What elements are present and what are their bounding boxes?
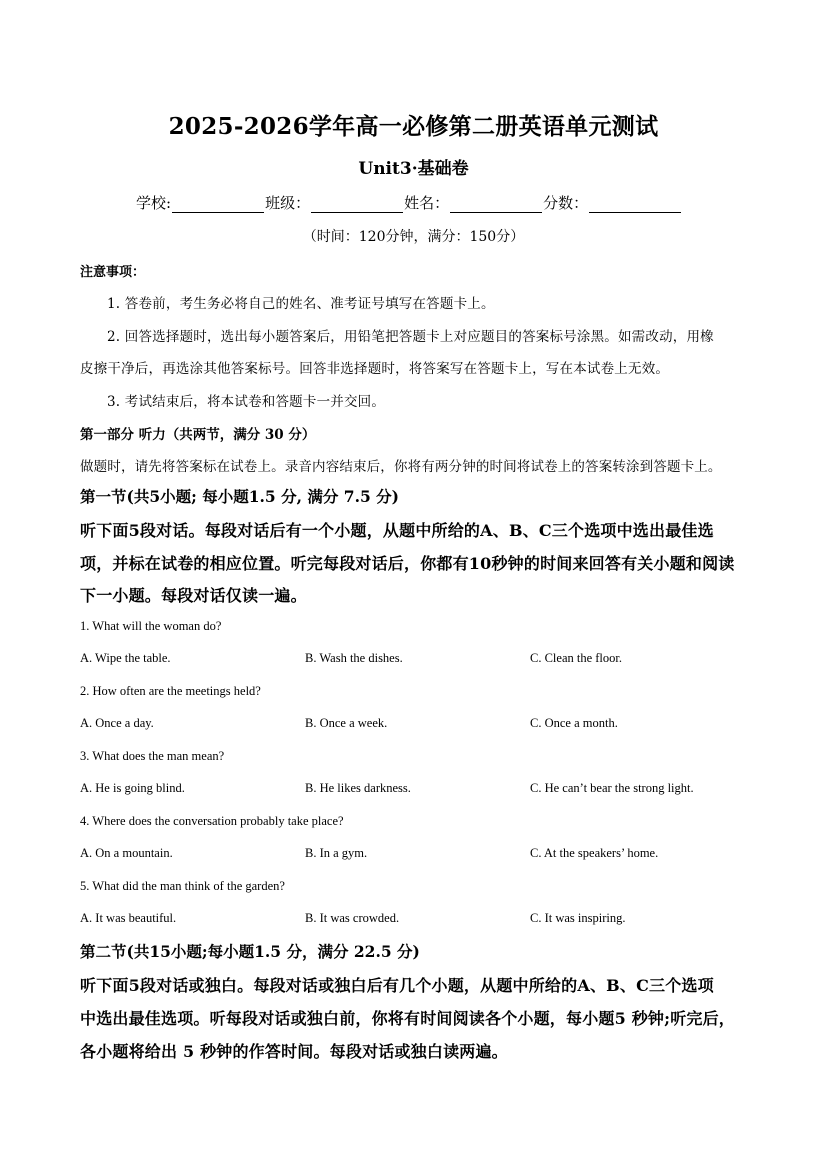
class-label: 班级：	[265, 194, 311, 212]
option-a[interactable]: A. On a mountain.	[80, 846, 173, 860]
option-c[interactable]: C. At the speakers’ home.	[530, 846, 659, 860]
option-a[interactable]: A. Once a day.	[80, 716, 154, 730]
option-c[interactable]: C. He can’t bear the strong light.	[530, 781, 694, 795]
option-a[interactable]: A. It was beautiful.	[80, 911, 177, 925]
option-b[interactable]: B. Wash the dishes.	[305, 651, 403, 665]
note-item: 2. 回答选择题时，选出每小题答案后，用铅笔把答题卡上对应题目的答案标号涂黑。如需改动，用橡	[107, 329, 714, 345]
option-b[interactable]: B. Once a week.	[305, 716, 388, 730]
option-c[interactable]: C. It was inspiring.	[530, 911, 626, 925]
question-stem: 5. What did the man think of the garden?	[80, 879, 285, 893]
note-item: 1. 答卷前，考生务必将自己的姓名、准考证号填写在答题卡上。	[107, 296, 495, 312]
student-info-line	[136, 192, 682, 213]
exam-title: 2025-2026学年高一必修第二册英语单元测试	[168, 113, 659, 140]
section2-directions-line: 各小题将给出 5 秒钟的作答时间。每段对话或独白读两遍。	[80, 1042, 508, 1061]
class-blank[interactable]	[311, 196, 403, 213]
section1-directions-line: 下一小题。每段对话仅读一遍。	[80, 586, 307, 605]
option-b[interactable]: B. In a gym.	[305, 846, 368, 860]
school-blank[interactable]	[172, 196, 264, 213]
option-a[interactable]: A. He is going blind.	[80, 781, 185, 795]
option-c[interactable]: C. Once a month.	[530, 716, 618, 730]
section2-directions-line: 中选出最佳选项。听每段对话或独白前，你将有时间阅读各个小题，每小题5 秒钟;听完后，	[80, 1009, 736, 1028]
section1-directions-line: 听下面5段对话。每段对话后有一个小题，从题中所给的A、B、C三个选项中选出最佳选	[80, 521, 714, 540]
question-stem: 2. How often are the meetings held?	[80, 684, 261, 698]
question-stem: 1. What will the woman do?	[80, 619, 222, 633]
time-info: （时间：120分钟，满分：150分）	[302, 229, 525, 245]
notes-heading: 注意事项：	[80, 265, 146, 280]
section1-heading: 第一节(共5小题; 每小题1.5 分, 满分 7.5 分)	[80, 487, 399, 506]
name-label: 姓名：	[404, 194, 450, 212]
option-b[interactable]: B. He likes darkness.	[305, 781, 411, 795]
question-stem: 3. What does the man mean?	[80, 749, 225, 763]
section1-directions-line: 项，并标在试卷的相应位置。听完每段对话后，你都有10秒钟的时间来回答有关小题和阅读	[80, 554, 735, 573]
section2-heading: 第二节(共15小题;每小题1.5 分，满分 22.5 分)	[80, 942, 420, 961]
score-label: 分数：	[543, 194, 589, 212]
name-blank[interactable]	[450, 196, 542, 213]
school-label: 学校:	[136, 194, 172, 212]
score-blank[interactable]	[589, 196, 681, 213]
part1-instruction: 做题时，请先将答案标在试卷上。录音内容结束后，你将有两分钟的时间将试卷上的答案转涂到答题卡上。	[80, 459, 722, 475]
section2-directions-line: 听下面5段对话或独白。每段对话或独白后有几个小题，从题中所给的A、B、C三个选项	[80, 976, 714, 995]
note-item: 3. 考试结束后，将本试卷和答题卡一并交回。	[107, 394, 386, 410]
note-item: 皮擦干净后，再选涂其他答案标号。回答非选择题时，将答案写在答题卡上，写在本试卷上无效。	[80, 361, 670, 377]
exam-subtitle: Unit3·基础卷	[358, 159, 469, 179]
part1-heading: 第一部分 听力（共两节，满分 30 分）	[80, 427, 316, 443]
option-a[interactable]: A. Wipe the table.	[80, 651, 171, 665]
option-c[interactable]: C. Clean the floor.	[530, 651, 622, 665]
question-stem: 4. Where does the conversation probably take place?	[80, 814, 344, 828]
option-b[interactable]: B. It was crowded.	[305, 911, 400, 925]
